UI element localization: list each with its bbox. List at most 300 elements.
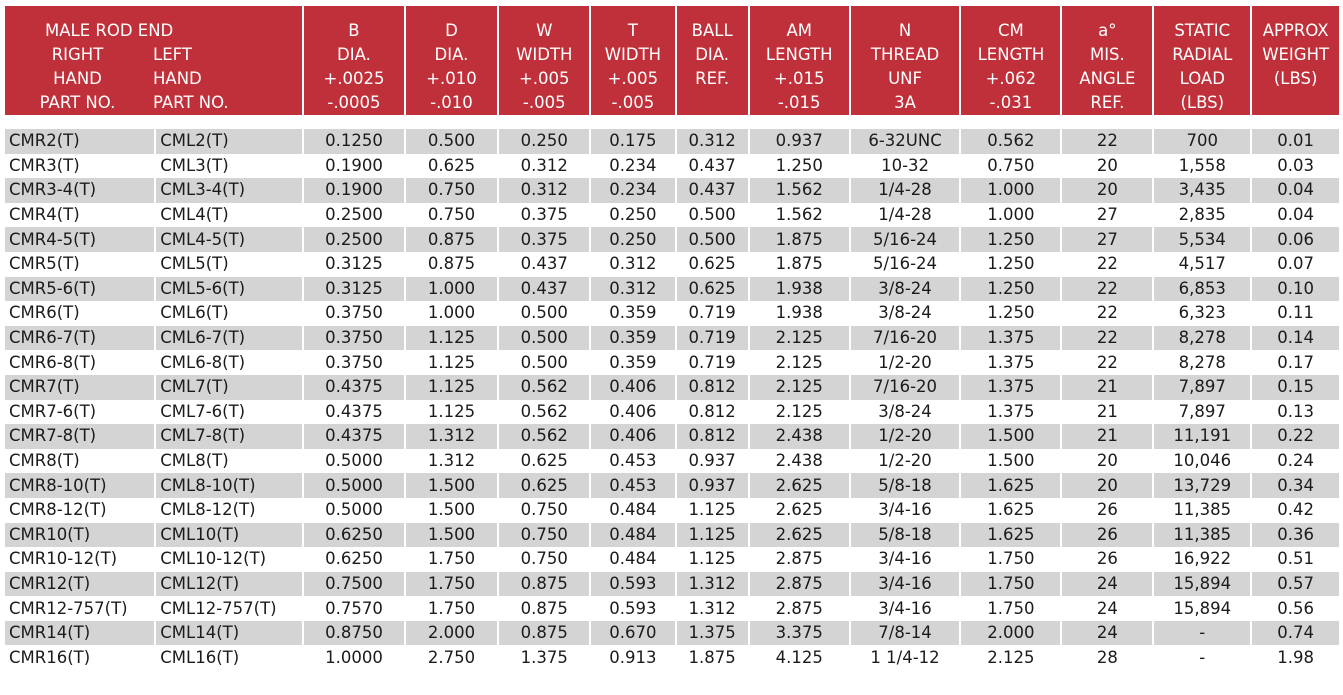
left-hand-part-no: CML14(T) (156, 621, 302, 646)
table-cell: 15,894 (1154, 572, 1250, 597)
left-hand-part-no: CML8-10(T) (156, 473, 302, 498)
table-cell: 1.250 (961, 277, 1060, 302)
table-cell: 1.875 (688, 647, 736, 667)
table-cell: 0.406 (609, 401, 657, 421)
table-cell: 0.593 (609, 598, 657, 618)
table-cell: 0.875 (406, 227, 498, 252)
table-cell: 0.375 (520, 205, 568, 225)
table-cell: 0.375 (499, 227, 589, 252)
table-cell: 1.375 (961, 326, 1060, 351)
column-header-ball-dia (677, 6, 748, 129)
table-cell: 0.42 (1277, 500, 1315, 520)
table-cell: 0.437 (520, 254, 568, 274)
table-cell: 1.000 (427, 303, 476, 323)
table-cell: 0.3125 (325, 254, 383, 274)
table-row (5, 178, 1339, 203)
left-hand-part-no: CML7-8(T) (156, 424, 302, 449)
right-hand-part-no: CMR10(T) (5, 523, 154, 548)
header-line: +.010 (426, 69, 477, 88)
table-cell: 22 (1096, 352, 1118, 372)
table-cell: 3/8-24 (878, 303, 932, 323)
right-hand-part-no: CMR3(T) (9, 155, 80, 175)
table-cell: 0.437 (499, 277, 589, 302)
table-cell: 1.750 (987, 549, 1035, 569)
left-hand-part-no: CML5(T) (160, 254, 229, 274)
table-cell: 0.4375 (325, 401, 383, 421)
table-cell: 2.438 (750, 424, 849, 449)
table-cell: 0.750 (520, 549, 568, 569)
table-cell: 21 (1096, 401, 1118, 421)
table-cell: 1.750 (427, 549, 476, 569)
table-cell: 0.250 (499, 129, 589, 154)
table-cell: 0.719 (688, 303, 736, 323)
table-cell: 0.1250 (304, 129, 403, 154)
header-line: +.005 (607, 69, 659, 88)
table-cell: 1/2-20 (878, 352, 932, 372)
table-cell: 10-32 (881, 155, 930, 175)
table-row (5, 252, 1339, 277)
table-cell: 0.312 (591, 277, 675, 302)
table-row (5, 227, 1339, 252)
table-cell: 0.484 (609, 549, 657, 569)
table-cell: 0.312 (499, 178, 589, 203)
table-cell: 0.562 (499, 375, 589, 400)
table-cell: 0.625 (499, 473, 589, 498)
header-line: a° (1098, 21, 1117, 40)
table-cell: 7/16-20 (851, 326, 960, 351)
table-cell: 0.234 (609, 155, 657, 175)
table-cell: 1.125 (427, 401, 476, 421)
table-cell: 1.562 (750, 178, 849, 203)
table-cell: 1.625 (987, 500, 1035, 520)
header-line: CM (998, 21, 1024, 40)
table-cell: 0.500 (688, 205, 736, 225)
right-hand-part-no: CMR8-10(T) (5, 473, 154, 498)
header-line: BALL (691, 21, 733, 40)
table-cell: 22 (1096, 254, 1118, 274)
header-line: AM (786, 21, 812, 40)
table-cell: 3/8-24 (878, 401, 932, 421)
table-cell: 24 (1062, 621, 1152, 646)
table-row (5, 154, 1339, 179)
table-cell: 2.625 (750, 473, 849, 498)
column-header-d-dia (406, 6, 498, 129)
table-cell: 2.750 (427, 647, 476, 667)
left-hand-part-no: CML10(T) (156, 523, 302, 548)
table-cell: 11,191 (1154, 424, 1250, 449)
column-header-am-length (750, 6, 849, 129)
table-cell: 0.484 (591, 523, 675, 548)
table-cell: 1.500 (406, 473, 498, 498)
table-row (5, 449, 1339, 474)
table-cell: 7,897 (1178, 401, 1226, 421)
table-cell: 0.937 (688, 451, 736, 471)
table-cell: 8,278 (1178, 352, 1226, 372)
right-hand-part-no: CMR8(T) (9, 451, 80, 471)
table-cell: 0.359 (609, 303, 657, 323)
part-group-label: MALE ROD END (45, 21, 174, 40)
table-cell: 26 (1062, 523, 1152, 548)
header-line: REF. (695, 69, 730, 88)
right-hand-part-no: CMR2(T) (5, 129, 154, 154)
header-line: HAND (53, 69, 102, 88)
table-cell: 1.312 (427, 451, 476, 471)
table-cell: 1.625 (961, 523, 1060, 548)
left-hand-part-no: CML12-757(T) (160, 598, 277, 618)
table-cell: 0.359 (591, 326, 675, 351)
table-cell: 0.937 (677, 473, 748, 498)
header-line: LOAD (1179, 69, 1225, 88)
table-cell: 0.24 (1277, 451, 1315, 471)
table-cell: 0.2500 (304, 227, 403, 252)
table-cell: 2.125 (775, 352, 823, 372)
table-row (5, 277, 1339, 302)
left-hand-part-no: CML6-8(T) (160, 352, 246, 372)
left-hand-part-no: CML6-7(T) (156, 326, 302, 351)
table-cell: 2,835 (1178, 205, 1226, 225)
table-row (5, 596, 1339, 621)
column-header-n-thread (851, 6, 960, 129)
header-line: LENGTH (765, 45, 833, 64)
table-cell: 0.8750 (304, 621, 403, 646)
table-cell: 22 (1062, 326, 1152, 351)
table-cell: 8,278 (1154, 326, 1250, 351)
table-cell: 3/4-16 (851, 572, 960, 597)
left-hand-part-no: CML10-12(T) (160, 549, 267, 569)
table-cell: 0.04 (1252, 178, 1339, 203)
right-hand-part-no: CMR5-6(T) (5, 277, 154, 302)
table-cell: 22 (1062, 129, 1152, 154)
left-hand-part-no: CML4(T) (160, 205, 229, 225)
table-cell: 0.250 (609, 205, 657, 225)
table-cell: 0.913 (609, 647, 657, 667)
table-cell: 0.875 (499, 621, 589, 646)
table-cell: 0.7500 (304, 572, 403, 597)
table-cell: 0.175 (591, 129, 675, 154)
table-cell: 0.5000 (325, 500, 383, 520)
right-hand-part-no: CMR14(T) (5, 621, 154, 646)
table-cell: - (1199, 647, 1206, 667)
table-cell: 11,385 (1173, 500, 1232, 520)
table-cell: 26 (1096, 500, 1118, 520)
header-line: LEFT (153, 45, 192, 64)
table-cell: 0.812 (677, 424, 748, 449)
table-row (5, 326, 1339, 351)
table-cell: 6-32UNC (851, 129, 960, 154)
table-row (5, 424, 1339, 449)
table-cell: 2.000 (961, 621, 1060, 646)
table-cell: 0.03 (1277, 155, 1315, 175)
table-cell: 7,897 (1154, 375, 1250, 400)
table-cell: 3/4-16 (878, 500, 932, 520)
table-cell: 1.625 (961, 473, 1060, 498)
table-cell: 0.937 (750, 129, 849, 154)
table-cell: 2.125 (775, 401, 823, 421)
table-cell: 2.125 (750, 375, 849, 400)
table-cell: 0.750 (406, 178, 498, 203)
table-cell: 1.938 (775, 303, 823, 323)
table-cell: 5/8-18 (851, 523, 960, 548)
header-line: +.0025 (323, 69, 385, 88)
table-cell: 0.01 (1252, 129, 1339, 154)
table-cell: 7/16-20 (851, 375, 960, 400)
table-cell: 7/8-14 (851, 621, 960, 646)
table-row (5, 400, 1339, 425)
table-cell: 0.500 (520, 352, 568, 372)
table-cell: 0.36 (1252, 523, 1339, 548)
table-cell: 0.6250 (304, 523, 403, 548)
table-cell: 0.250 (591, 227, 675, 252)
table-cell: 0.500 (520, 303, 568, 323)
header-line: THREAD (870, 45, 940, 64)
table-row (5, 473, 1339, 498)
table-cell: 0.453 (609, 451, 657, 471)
table-cell: 2.625 (750, 523, 849, 548)
table-cell: 5/8-18 (851, 473, 960, 498)
column-header-w-width (499, 6, 589, 129)
table-cell: 0.5000 (304, 473, 403, 498)
header-line: -.010 (430, 93, 473, 112)
header-line: DIA. (434, 45, 469, 64)
table-cell: 0.57 (1252, 572, 1339, 597)
table-cell: 0.234 (591, 178, 675, 203)
column-header-b-dia (304, 6, 403, 129)
table-cell: 0.3750 (325, 303, 383, 323)
table-cell: 0.34 (1252, 473, 1339, 498)
table-cell: 1.125 (677, 523, 748, 548)
header-line: RADIAL (1172, 45, 1233, 64)
table-cell: 0.562 (961, 129, 1060, 154)
table-cell: 0.312 (520, 155, 568, 175)
header-line: MIS. (1089, 45, 1125, 64)
column-header-static-radial-load (1154, 6, 1250, 129)
header-line: -.0005 (327, 93, 381, 112)
right-hand-header (5, 43, 150, 115)
table-cell: 0.3750 (325, 352, 383, 372)
header-line: 3A (894, 93, 916, 112)
header-line: LENGTH (977, 45, 1045, 64)
header-line: HAND (153, 69, 202, 88)
table-cell: 0.812 (688, 401, 736, 421)
table-cell: 0.719 (677, 326, 748, 351)
table-cell: 6,853 (1154, 277, 1250, 302)
rod-end-spec-table (3, 6, 1341, 670)
table-cell: 1.500 (961, 424, 1060, 449)
table-cell: 1.98 (1277, 647, 1315, 667)
table-cell: 0.14 (1252, 326, 1339, 351)
header-line: B (348, 21, 360, 40)
table-cell: 20 (1062, 473, 1152, 498)
table-cell: 0.312 (677, 129, 748, 154)
right-hand-part-no: CMR8-12(T) (9, 500, 107, 520)
table-cell: 10,046 (1173, 451, 1232, 471)
table-row (5, 203, 1339, 228)
table-cell: 0.500 (499, 326, 589, 351)
table-cell: 11,385 (1154, 523, 1250, 548)
table-row (5, 301, 1339, 326)
table-cell: 0.7570 (325, 598, 383, 618)
table-cell: 0.750 (499, 523, 589, 548)
left-hand-part-no: CML7(T) (156, 375, 302, 400)
table-cell: 1/2-20 (878, 451, 932, 471)
header-line: WIDTH (604, 45, 662, 64)
header-line: ANGLE (1079, 69, 1136, 88)
table-cell: 21 (1062, 424, 1152, 449)
header-line: +.062 (985, 69, 1037, 88)
table-cell: 0.56 (1277, 598, 1315, 618)
part-number-header (5, 6, 302, 129)
table-cell: 3/4-16 (878, 598, 932, 618)
column-header-cm-length (961, 6, 1060, 129)
left-hand-part-no: CML6(T) (160, 303, 229, 323)
table-cell: 16,922 (1173, 549, 1232, 569)
header-line: DIA. (695, 45, 730, 64)
right-hand-part-no: CMR5(T) (9, 254, 80, 274)
table-cell: 1.250 (961, 227, 1060, 252)
table-cell: 0.562 (520, 401, 568, 421)
table-cell: 0.875 (427, 254, 476, 274)
column-header-mis-angle (1062, 6, 1152, 129)
table-cell: 700 (1154, 129, 1250, 154)
table-cell: 1.125 (688, 549, 736, 569)
table-cell: 0.453 (591, 473, 675, 498)
table-cell: 21 (1062, 375, 1152, 400)
table-cell: 3/8-24 (851, 277, 960, 302)
table-cell: 0.812 (677, 375, 748, 400)
table-cell: 0.875 (520, 598, 568, 618)
table-row (5, 350, 1339, 375)
header-line: RIGHT (51, 45, 104, 64)
table-cell: 0.875 (499, 572, 589, 597)
table-cell: 1.500 (987, 451, 1035, 471)
table-cell: 2.875 (775, 549, 823, 569)
right-hand-part-no: CMR12(T) (5, 572, 154, 597)
right-hand-part-no: CMR16(T) (9, 647, 91, 667)
left-hand-part-no: CML2(T) (156, 129, 302, 154)
table-cell: 15,894 (1173, 598, 1232, 618)
table-cell: 22 (1062, 277, 1152, 302)
table-body (5, 129, 1339, 670)
table-cell: 0.312 (609, 254, 657, 274)
table-cell: 1/4-28 (878, 205, 932, 225)
table-cell: 2.000 (406, 621, 498, 646)
table-cell: 1.375 (987, 401, 1035, 421)
table-cell: 0.2500 (325, 205, 383, 225)
table-cell: 24 (1062, 572, 1152, 597)
table-cell: 1,558 (1178, 155, 1226, 175)
table-cell: 27 (1096, 205, 1118, 225)
table-cell: 0.406 (591, 424, 675, 449)
table-cell: 0.593 (591, 572, 675, 597)
table-row (5, 572, 1339, 597)
table-cell: 1.875 (750, 227, 849, 252)
column-header-t-width (591, 6, 675, 129)
table-cell: 0.07 (1277, 254, 1315, 274)
table-cell: 1.312 (406, 424, 498, 449)
table-cell: 0.22 (1252, 424, 1339, 449)
left-hand-part-no: CML3(T) (160, 155, 229, 175)
table-cell: 27 (1062, 227, 1152, 252)
table-cell: 13,729 (1154, 473, 1250, 498)
right-hand-part-no: CMR7-8(T) (5, 424, 154, 449)
right-hand-part-no: CMR10-12(T) (9, 549, 118, 569)
header-line: W (536, 21, 553, 40)
table-cell: 0.4375 (304, 375, 403, 400)
header-line: -.015 (777, 93, 821, 112)
header-line: REF. (1090, 93, 1125, 112)
table-cell: 0.359 (609, 352, 657, 372)
table-cell: 2.438 (775, 451, 823, 471)
table-cell: 0.6250 (325, 549, 383, 569)
header-line: +.015 (773, 69, 825, 88)
table-cell: 0.625 (688, 254, 736, 274)
header-line: D (445, 21, 458, 40)
table-cell: 1.000 (961, 178, 1060, 203)
table-cell: 2.625 (775, 500, 823, 520)
table-cell: 0.500 (406, 129, 498, 154)
right-hand-part-no: CMR12-757(T) (9, 598, 128, 618)
header-line: APPROX (1262, 21, 1329, 40)
table-cell: 4.125 (775, 647, 823, 667)
table-cell: 5,534 (1154, 227, 1250, 252)
left-hand-part-no: CML5-6(T) (156, 277, 302, 302)
table-row (5, 375, 1339, 400)
table-cell: 6,323 (1178, 303, 1226, 323)
table-cell: 0.4375 (304, 424, 403, 449)
table-cell: 0.11 (1277, 303, 1315, 323)
table-cell: 1.750 (961, 572, 1060, 597)
table-cell: 0.1900 (325, 155, 383, 175)
left-hand-part-no: CML12(T) (156, 572, 302, 597)
table-cell: 1.0000 (325, 647, 383, 667)
header-line: -.005 (522, 93, 566, 112)
table-cell: 0.625 (520, 451, 568, 471)
table-cell: 0.3125 (304, 277, 403, 302)
table-cell: 22 (1096, 303, 1118, 323)
right-hand-part-no: CMR4(T) (9, 205, 80, 225)
table-cell: 0.750 (987, 155, 1035, 175)
table-cell: 0.484 (609, 500, 657, 520)
right-hand-part-no: CMR6(T) (9, 303, 80, 323)
table-cell: 0.670 (591, 621, 675, 646)
right-hand-part-no: CMR3-4(T) (5, 178, 154, 203)
table-cell: 1.125 (406, 326, 498, 351)
table-cell: 0.10 (1252, 277, 1339, 302)
header-line: WIDTH (516, 45, 573, 64)
table-cell: 0.06 (1252, 227, 1339, 252)
table-cell: 0.719 (688, 352, 736, 372)
table-cell: 0.437 (688, 155, 736, 175)
table-cell: 0.5000 (325, 451, 383, 471)
header-line: PART NO. (39, 93, 116, 112)
header-line: -.005 (611, 93, 655, 112)
table-cell: 1.875 (775, 254, 823, 274)
table-row (5, 621, 1339, 646)
header-line: UNF (888, 69, 923, 88)
table-cell: 0.625 (677, 277, 748, 302)
right-hand-part-no: CMR4-5(T) (5, 227, 154, 252)
header-line: (LBS) (1273, 69, 1318, 88)
header-line: -.031 (989, 93, 1033, 112)
table-row (5, 498, 1339, 523)
header-line: STATIC (1174, 21, 1231, 40)
table-cell: 1.125 (406, 375, 498, 400)
table-cell: 1.375 (677, 621, 748, 646)
table-cell: 1/4-28 (851, 178, 960, 203)
left-hand-part-no: CML16(T) (160, 647, 240, 667)
table-cell: 28 (1096, 647, 1118, 667)
header-line: +.005 (518, 69, 570, 88)
